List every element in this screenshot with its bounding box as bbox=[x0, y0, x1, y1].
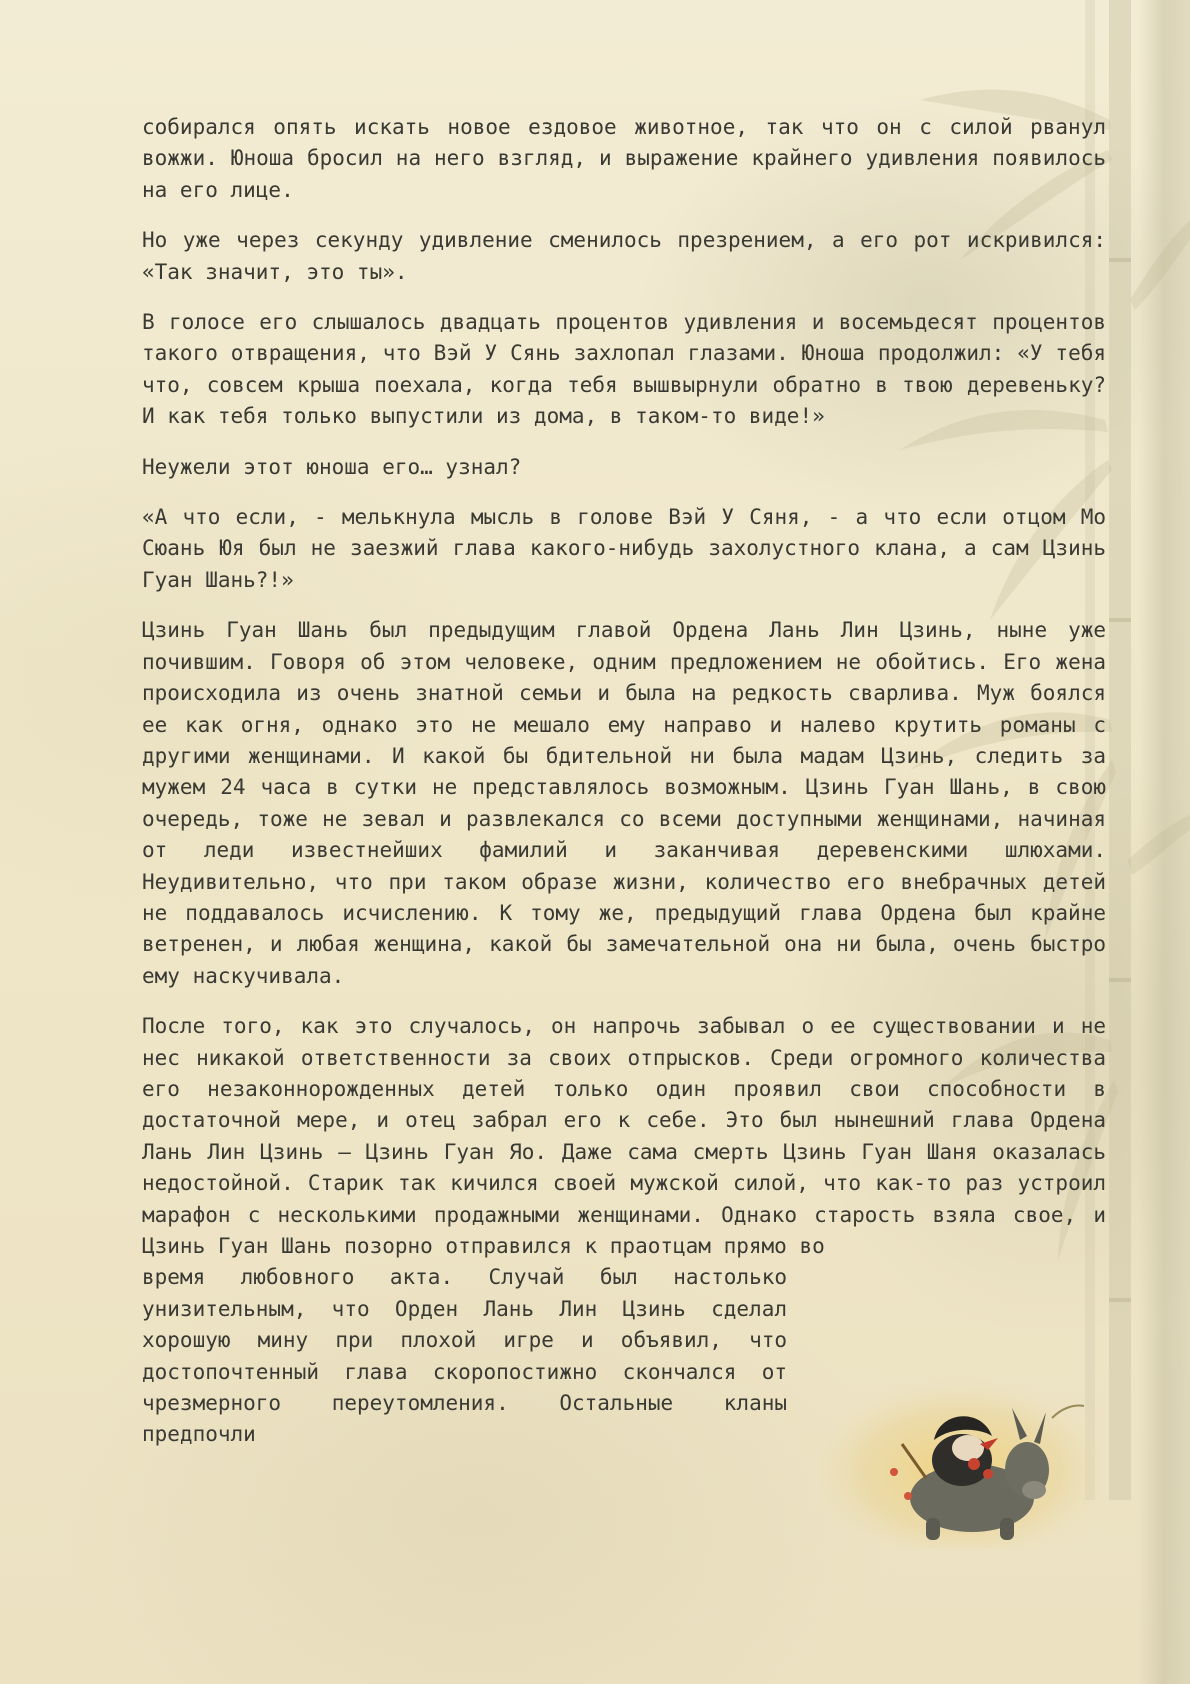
chibi-rider-illustration bbox=[822, 1378, 1100, 1548]
paragraph: В голосе его слышалось двадцать процентов удивления и восемьдесят процентов такого отвращения, что Вэй У Сянь захлопал глазами. Юноша продолжил: «У тебя что, совсем крыша поехала, когда тебя вышвырнули обратно в твою деревеньку? И как тебя только выпустили из дома, в таком-то виде!» bbox=[142, 310, 1106, 429]
paragraph: Цзинь Гуан Шань был предыдущим главой Ордена Лань Лин Цзинь, ныне уже почившим. Говоря об этом человеке, одним предложением не обойтись. Его жена происходила из очень знатной семьи и была на редкость сварлива. Муж боялся ее как огня, однако это не мешало ему направо и налево крутить романы с другими женщинами. И какой бы бдительной ни была мадам Цзинь, следить за мужем 24 часа в сутки не представлялось возможным. Цзинь Гуан Шань, в свою очередь, тоже не зевал и развлекался со всеми доступными женщинами, начиная от леди известнейших фамилий и заканчивая деревенскими шлюхами. Неудивительно, что при таком образе жизни, количество его внебрачных детей не поддавалось исчислению. К тому же, предыдущий глава Ордена был крайне ветренен, и любая женщина, какой бы замечательной она ни была, очень быстро ему наскучивала. bbox=[142, 618, 1106, 988]
paragraph-continued: время любовного акта. Случай был настолько унизительным, что Орден Лань Лин Цзинь сделал хорошую мину при плохой игре и объявил, что достопочтенный глава скоропостижно скончался от чрезмерного переутомления. Остальные кланы предпочли bbox=[142, 1265, 787, 1447]
paragraph: собирался опять искать новое ездовое животное, так что он с силой рванул вожжи. Юноша бросил на него взгляд, и выражение крайнего удивления появилось на его лице. bbox=[142, 115, 1106, 202]
paragraph: После того, как это случалось, он напрочь забывал о ее существовании и не нес никакой ответственности за своих отпрысков. Среди огромного количества его незаконнорожденных детей только один проявил свои способности в достаточной мере, и отец забрал его к себе. Это был нынешний глава Ордена Лань Лин Цзинь – Цзинь Гуан Яо. Даже сама смерть Цзинь Гуан Шаня оказалась недостойной. Старик так кичился своей мужской силой, что как-то раз устроил марафон с несколькими продажными женщинами. Однако старость взяла свое, и Цзинь Гуан Шань позорно отправился к праотцам прямо во bbox=[142, 1014, 1106, 1258]
page-edge-shadow bbox=[1138, 0, 1190, 1684]
paragraph: Неужели этот юноша его… узнал? bbox=[142, 454, 522, 479]
document-text bbox=[142, 112, 1106, 1451]
paragraph: «А что если, - мелькнула мысль в голове Вэй У Сяня, - а что если отцом Мо Сюань Юя был не заезжий глава какого-нибудь захолустного клана, а сам Цзинь Гуан Шань?!» bbox=[142, 505, 1106, 592]
paragraph: Но уже через секунду удивление сменилось презрением, а его рот искривился: «Так значит, это ты». bbox=[142, 228, 1106, 284]
